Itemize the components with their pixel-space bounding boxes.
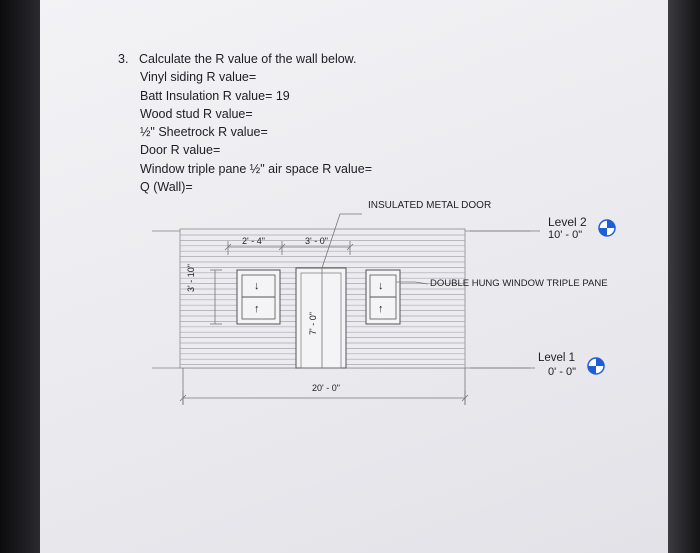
window-right-arrow-up: ↑ — [378, 303, 384, 315]
window-line: Window triple pane ½" air space R value= — [140, 161, 372, 176]
door-callout-label: INSULATED METAL DOOR — [368, 200, 492, 211]
dim-wall-length: 20' - 0" — [312, 383, 340, 393]
insulated-metal-door — [296, 268, 346, 368]
sheetrock-line: ½" Sheetrock R value= — [140, 125, 268, 140]
vinyl-siding-line: Vinyl siding R value= — [140, 70, 257, 85]
door-line: Door R value= — [140, 143, 221, 158]
dim-door-offset: 3' - 0" — [305, 236, 328, 246]
dim-window-height: 3' - 10" — [186, 264, 196, 292]
window-left-arrow-up: ↑ — [254, 303, 260, 315]
dim-window-offset: 2' - 4" — [242, 236, 265, 246]
question-prompt: Calculate the R value of the wall below. — [139, 52, 357, 66]
wood-stud-line: Wood stud R value= — [140, 106, 253, 121]
level2-marker — [599, 220, 615, 236]
window-right — [366, 270, 400, 324]
window-left — [237, 270, 280, 324]
q-wall-line: Q (Wall)= — [140, 180, 193, 195]
level1-elevation: 0' - 0" — [548, 366, 577, 378]
level1-name: Level 1 — [538, 352, 576, 364]
window-callout-label: DOUBLE HUNG WINDOW TRIPLE PANE — [430, 278, 608, 289]
level2-name: Level 2 — [548, 215, 587, 229]
window-left-arrow-down: ↓ — [254, 280, 260, 292]
level1-marker — [588, 358, 604, 374]
window-right-arrow-down: ↓ — [378, 280, 384, 292]
level2-elevation: 10' - 0" — [548, 229, 583, 241]
question-number: 3. — [118, 52, 129, 66]
batt-insulation-line: Batt Insulation R value= 19 — [140, 88, 290, 103]
dim-door-height: 7' - 0" — [308, 312, 318, 335]
